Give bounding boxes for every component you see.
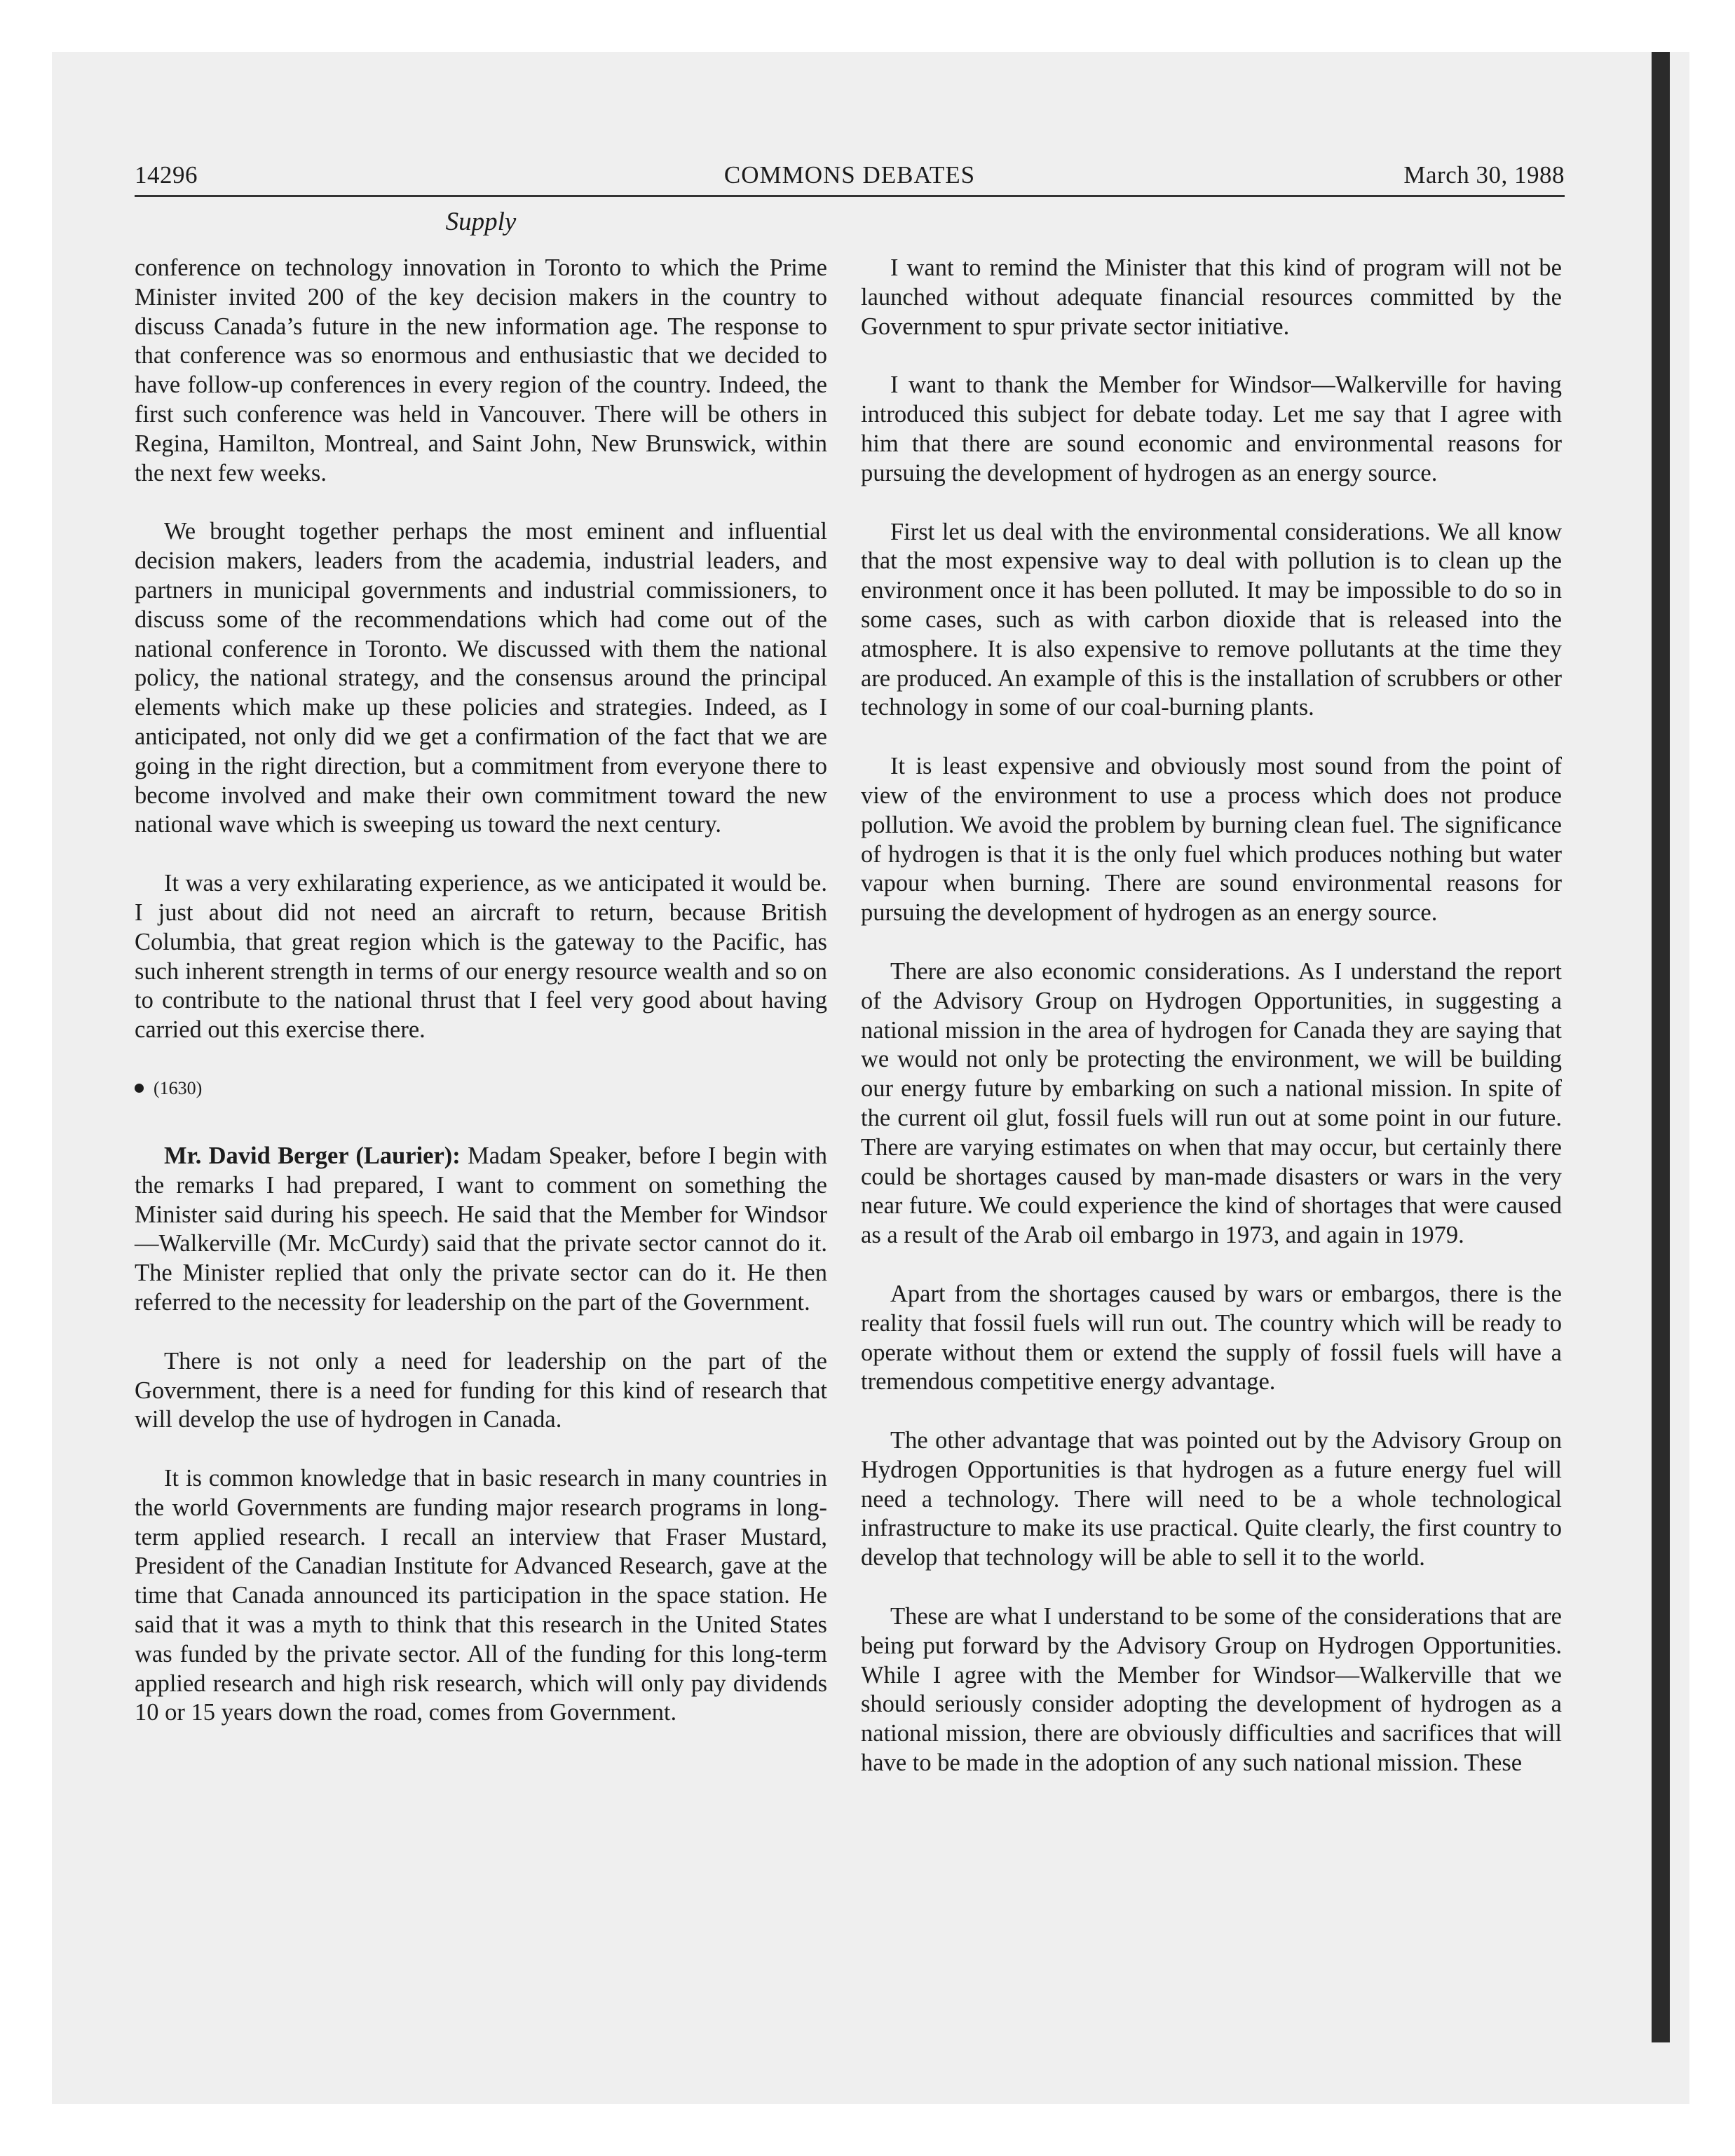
paragraph: There is not only a need for leadership on the part of the Government, there is a need for funding for this kind of research that will develop the use of hydrogen in Canada. xyxy=(135,1347,827,1433)
paragraph: I want to remind the Minister that this kind of program will not be launched without adequate financial resources committed by the Government to spur private sector initiative. xyxy=(861,254,1562,340)
paragraph: These are what I understand to be some of the considerations that are being put forward by the Advisory Group on Hydrogen Opportunities. While I agree with the Member for Windsor—Walkerville that we should seriously consider adopting the development of hydrogen as a national mission, there are obviously difficulties and sacrifices that will have to be made in the adoption of any such national mission. These xyxy=(861,1603,1562,1777)
paragraph: conference on technology innovation in Toronto to which the Prime Minister invited 200 of the key decision makers in the country to discuss Canada’s future in the new information age. The response to that conference was so enormous and enthusiastic that we decided to have follow-up conferences in every region of the country. Indeed, the first such conference was held in Vancouver. There will be others in Regina, Hamilton, Montreal, and Saint John, New Brunswick, within the next few weeks. xyxy=(135,254,827,486)
right-column xyxy=(861,254,1562,1778)
left-column xyxy=(135,254,827,1728)
paragraph: It is least expensive and obviously most sound from the point of view of the environment to use a process which does not produce pollution. We avoid the problem by burning clean fuel. The significance of hydrogen is that it is the only fuel which produces nothing but water vapour when burning. There are sound environmental reasons for pursuing the development of hydrogen as an energy source. xyxy=(861,753,1562,927)
paragraph: We brought together perhaps the most eminent and influential decision makers, leaders from the academia, industrial leaders, and partners in municipal governments and industrial commissioners, to discuss some of the recommendations which had come out of the national conference in Toronto. We discussed with them the national policy, the national strategy, and the consensus around the principal elements which make up these policies and strategies. Indeed, as I anticipated, not only did we get a confirmation of the fact that we are going in the right direction, but a commitment from everyone there to become involved and make their own commitment toward the new national wave which is sweeping us toward the next century. xyxy=(135,518,827,838)
speech-text: Madam Speaker, before I begin with the remarks I had prepared, I want to comment on something the Minister said during his speech. He said that the Member for Windsor—Walkerville (Mr. McCurdy) said that the private sector cannot do it. The Minister replied that only the private sector can do it. He then referred to the necessity for leadership on the part of the Government. xyxy=(135,1142,827,1316)
paragraph: It was a very exhilarating experience, as we anticipated it would be. I just about did not need an aircraft to return, because British Columbia, that great region which is the gateway to the Pacific, has such inherent strength in terms of our energy resource wealth and so on to contribute to the national thrust that I feel very good about having carried out this exercise there. xyxy=(135,870,827,1044)
paragraph: First let us deal with the environmental considerations. We all know that the most expensive way to deal with pollution is to clean up the environment once it has been polluted. It may be impossible to do so in some cases, such as with carbon dioxide that is released into the atmosphere. It is also expensive to remove pollutants at the time they are produced. An example of this is the installation of scrubbers or other technology in some of our coal-burning plants. xyxy=(861,518,1562,721)
page-header xyxy=(135,156,1565,195)
paragraph: It is common knowledge that in basic research in many countries in the world Governments are funding major research programs in long-term applied research. I recall an interview that Fraser Mustard, President of the Canadian Institute for Advanced Research, gave at the time that Canada announced its participation in the space station. He said that it was a myth to think that this research in the United States was funded by the private sector. All of the funding for this long-term applied research and high risk research, which will only pay dividends 10 or 15 years down the road, comes from Government. xyxy=(135,1465,827,1726)
time-marker xyxy=(135,1074,827,1103)
bullet-icon xyxy=(135,1084,144,1093)
page-edge-shadow xyxy=(1652,52,1670,2042)
paragraph: There are also economic considerations. As I understand the report of the Advisory Group on Hydrogen Opportunities, in suggesting a national mission in the area of hydrogen for Canada they are saying that we would not only be protecting the environment, we will be building our energy future by embarking on such a national mission. In spite of the current oil glut, fossil fuels will run out at some point in our future. There are varying estimates on when that may occur, but certainly there could be shortages caused by man-made disasters or wars in the very near future. We could experience the kind of shortages that were caused as a result of the Arab oil embargo in 1973, and again in 1979. xyxy=(861,957,1562,1249)
publication-title: COMMONS DEBATES xyxy=(723,161,976,189)
paragraph: I want to thank the Member for Windsor—Walkerville for having introduced this subject for debate today. Let me say that I agree with him that there are sound economic and environmental reasons for pursuing the development of hydrogen as an energy source. xyxy=(861,371,1562,486)
section-title: Supply xyxy=(445,207,517,236)
speech-paragraph xyxy=(135,1142,827,1318)
publication-date: March 30, 1988 xyxy=(1403,161,1565,189)
paragraph: Apart from the shortages caused by wars or embargos, there is the reality that fossil fuels will run out. The country which will be ready to operate without them or extend the supply of fossil fuels will have a tremendous competitive energy advantage. xyxy=(861,1280,1562,1396)
time-marker-label: (1630) xyxy=(154,1077,203,1098)
page-number: 14296 xyxy=(135,161,198,189)
speaker-name: Mr. David Berger (Laurier): xyxy=(164,1142,461,1169)
paragraph: The other advantage that was pointed out by the Advisory Group on Hydrogen Opportunities is that hydrogen as a future energy fuel will need a technology. There will need to be a whole technological infrastructure to make its use practical. Quite clearly, the first country to develop that technology will be able to sell it to the world. xyxy=(861,1427,1562,1571)
header-rule xyxy=(135,195,1565,197)
